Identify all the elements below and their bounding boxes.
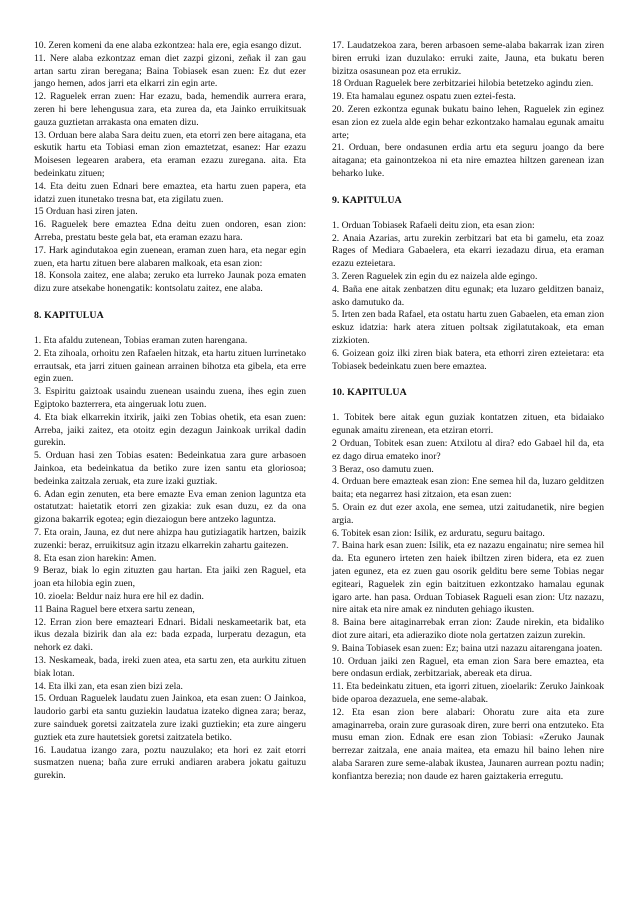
verse: 15 Orduan hasi ziren jaten. — [34, 206, 138, 218]
verse: 7. Baina hark esan zuen: Isilik, eta ez nazazu engainatu; nire semea hil da. Eta egunero irteten zen haiek ibiltzen ziren bidera, eta ez zuen jaten egunez, eta ez zuen gau osorik gelditu bere seme Tobias negar egiteari, Raguelek zin egin baitzituen ezkontzako hamalau egunak igaro arte. han pasa. Orduan Tobiasek Ragueli esan zion: Utz nazazu, nire aitak eta nire amak ez ninduten gehiago ikusten. — [332, 540, 604, 616]
verse: 3 Beraz, oso damutu zuen. — [332, 463, 434, 475]
verse: 21. Orduan, bere ondasunen erdia artu eta seguru joango da bere aitagana; eta gainontzekoa ni eta nire emaztea hiltzen garenean izan beharko luke. — [332, 142, 604, 179]
verse: 1. Orduan Tobiasek Rafaeli deitu zion, eta esan zion: — [332, 219, 535, 231]
verse: 18. Konsola zaitez, ene alaba; zeruko eta lurreko Jaunak poza ematen dizu zure atsekabe honengatik: kontsolatu zaitez, ene alaba. — [34, 270, 306, 295]
verse: 13. Orduan bere alaba Sara deitu zuen, eta etorri zen bere aitagana, eta eskutik hartu eta Tobiasi eman zion emaztetzat, esanez: Har ezazu Moisesen legearen arabera, eta eraman ezazu zuregana. aita. Eta bedeinkatu zituen; — [34, 129, 306, 179]
verse: 3. Zeren Raguelek zin egin du ez naizela alde egingo. — [332, 271, 538, 283]
verse: 4. Eta biak elkarrekin itxirik, jaiki zen Tobias ohetik, eta esan zuen: Arreba, jaiki zaitez, eta otoitz egin dezagun Jainkoak urrikal dadin gurekin. — [34, 411, 306, 449]
verse: 9 Beraz, biak lo egin zituzten gau hartan. Eta jaiki zen Raguel, eta joan eta hilobia egin zuen, — [34, 565, 306, 590]
verse: 20. Zeren ezkontza egunak bukatu baino lehen, Raguelek zin eginez esan zion ez zuela alde egin behar ezkontzako hamalau egunak amaitu arte; — [332, 103, 604, 141]
verse: 6. Goizean goiz ilki ziren biak batera, eta ethorri ziren ezteietara: eta Tobiasek bedeinkatu zuen bere emaztea. — [332, 347, 604, 372]
left-block-2 — [34, 335, 306, 783]
chapter-8-heading: 8. KAPITULUA — [34, 309, 104, 321]
verse: 7. Eta orain, Jauna, ez dut nere ahizpa hau gutiziagatik hartzen, baizik zuzenki: beraz, erruikitsuz agin itzazu elkarrekin zahartu gaitezen. — [34, 526, 306, 551]
right-block-1 — [332, 40, 604, 181]
verse: 4. Baña ene aitak zenbatzen ditu egunak; eta luzaro gelditzen banaiz, asko damutuko da. — [332, 283, 604, 308]
verse: 17. Hark agindutakoa egin zuenean, eraman zuen hara, eta negar egin zuen, eta hartu zituen bere alabaren malkoak, eta esan zion: — [34, 244, 306, 269]
right-block-2 — [332, 220, 604, 374]
verse: 5. Orain ez dut ezer axola, ene semea, utzi zaitudanetik, nire begien argia. — [332, 502, 604, 526]
verse: 2. Eta zihoala, orhoitu zen Rafaelen hitzak, eta hartu zituen lurrinetako errautsak, eta jarri zituen gainean arrainen bihotza eta gibela, eta erre egin zuen. — [34, 347, 306, 385]
verse: 6. Adan egin zenuten, eta bere emazte Eva eman zenion laguntza eta ostatutzat: haietatik etorri zen gizakia: zuk esan duzu, ez da ona gizona bakarrik egotea; egin diezaiogun bere antzeko laguntza. — [34, 488, 306, 526]
left-block-1 — [34, 40, 306, 296]
verse: 9. Baina Tobiasek esan zuen: Ez; baina utzi nazazu aitarengana joaten. — [332, 642, 603, 654]
verse: 12. Eta esan zion bere alabari: Ohoratu zure aita eta zure amaginarreba, orain zure gurasoak diren, zure berri ona entzuteko. Eta musu eman zion. Ednak ere esan zion Tobiasi: «Zeruko Jaunak berrezar zaitzala, ene anaia maitea, eta emazu hil baino lehen nire alaba Sararen zure seme-alabak ikustea, Jaunaren aurrean poztu nadin; konfiantza berezia; non daude ez haren gaiztakeria erregutu. — [332, 706, 604, 782]
verse: 5. Orduan hasi zen Tobias esaten: Bedeinkatua zara gure arbasoen Jainkoa, eta bedeinkatua da betiko zure izen santu eta gloriosoa; bedeinka zaitzala zeruak, eta zure izaki guztiak. — [34, 450, 306, 487]
left-column — [34, 40, 306, 902]
verse: 8. Eta esan zion harekin: Amen. — [34, 552, 157, 564]
verse: 12. Erran zion bere emazteari Ednari. Bidali neskameetarik bat, eta ikus dezala bizirik dan ala ez: bada ezpada, lurperatu dezagun, eta nehork ez daki. — [34, 616, 306, 654]
verse: 18 Orduan Raguelek bere zerbitzariei hilobia betetzeko agindu zien. — [332, 78, 594, 90]
verse: 10. Zeren komeni da ene alaba ezkontzea: hala ere, egia esango dizut. — [34, 40, 302, 51]
verse: 4. Orduan bere emazteak esan zion: Ene semea hil da, luzaro gelditzen baita; eta negarrez hasi zitzaion, eta esan zuen: — [332, 476, 604, 501]
verse: 19. Eta hamalau egunez ospatu zuen eztei-festa. — [332, 91, 516, 103]
verse: 12. Raguelek erran zuen: Har ezazu, bada, hemendik aurrera erara, zeren hi bere lehengusua zara, eta zurea da, eta Jainko erruikitsuak gauza guztietan arrakasta ona ematen dizu. — [34, 91, 306, 128]
verse: 14. Eta deitu zuen Ednari bere emaztea, eta hartu zuen papera, eta idatzi zuen itunetako tresna bat, eta zigilatu zuen. — [34, 180, 306, 205]
verse: 1. Tobitek bere aitak egun guziak kontatzen zituen, eta bidaiako egunak amaitu zirenean, eta etziran etorri. — [332, 412, 604, 437]
verse: 16. Laudatua izango zara, poztu nauzulako; eta hori ez zait etorri susmatzen nuena; baña zure erruki andiaren arabera jokatu gaituzu gurekin. — [34, 744, 306, 782]
verse: 15. Orduan Raguelek laudatu zuen Jainkoa, eta esan zuen: O Jainkoa, laudorio garbi eta santu guziekin laudatua izateko digneа zara; beraz, zure sainduek goretsi zaitzatela zure izaki guztiekin; eta zure aingeru guztiek eta zure hautetsiek goretsi zaitzatela betiko. — [34, 693, 306, 743]
verse: 16. Raguelek bere emaztea Edna deitu zuen ondoren, esan zion: Arreba, prestatu beste gela bat, eta eraman ezazu hara. — [34, 219, 306, 243]
chapter-9-heading: 9. KAPITULUA — [332, 194, 402, 206]
verse: 2. Anaia Azarias, artu zurekin zerbitzari bat eta bi gamelu, eta zoaz Rages of Mediara Gabaelera, eta ekarri iezadazu dirua, eta eraman ezazu ezteietara. — [332, 232, 604, 270]
verse: 1. Eta afaldu zutenean, Tobias eraman zuten harengana. — [34, 335, 248, 347]
chapter-10-heading: 10. KAPITULUA — [332, 387, 407, 399]
verse: 10. Orduan jaiki zen Raguel, eta eman zion Sara bere emaztea, eta bere ondasun erdiak, zerbitzariak, abereak eta dirua. — [332, 655, 604, 680]
verse: 11. Eta bedeinkatu zituen, eta igorri zituen, zioelarik: Zeruko Jainkoak bide oparoa dezazuela, ene seme-alabak. — [332, 681, 604, 706]
verse: 10. zioela: Beldur naiz hura ere hil ez dadin. — [34, 590, 204, 602]
verse: 5. Irten zen bada Rafael, eta ostatu hartu zuen Gabaelen, eta eman zion eskuz idatzia: hark atera zituen poltsak zigilatutakoak, eta eman zizkioten. — [332, 309, 604, 347]
verse: 2 Orduan, Tobitek esan zuen: Atxilotu al dira? edo Gabael hil da, eta ez dago dirua emateko inor? — [332, 438, 604, 462]
verse: 17. Laudatzekoa zara, beren arbasoen seme-alaba bakarrak izan ziren biren erruki izan duzulako: erruki zaite, Jauna, eta bukatu beren bizitza osasunean poz eta errukiz. — [332, 40, 604, 77]
verse: 11 Baina Raguel bere etxera sartu zenean, — [34, 603, 195, 615]
right-block-3 — [332, 412, 604, 783]
verse: 3. Espiritu gaiztoak usaindu zuenean usaindu zuena, ihes egin zuen Egiptoko bazterrera, eta aingeruak lotu zuen. — [34, 386, 306, 410]
verse: 8. Baina bere aitaginarrebak erran zion: Zaude nirekin, eta bidaliko diot zure aitari, eta adierazіko diote nola gertatzen zaizun zurekin. — [332, 617, 604, 642]
right-column — [332, 40, 604, 902]
verse: 13. Neskameak, bada, ireki zuen atea, eta sartu zen, eta aurkitu zituen biak lotan. — [34, 654, 306, 679]
verse: 14. Eta ilki zan, eta esan zien bizi zela. — [34, 680, 183, 692]
verse: 11. Nere alaba ezkontzaz eman diet zazpi gizoni, zeñak il zan gau artan sartu ziran beregana; Baina Tobiasek esan zuen: Ez dut ezer jango hemen, ados jarri eta elkarri zin egin arte. — [34, 52, 306, 90]
verse: 6. Tobitek esan zion: Isilik, ez arduratu, seguru baitago. — [332, 527, 545, 539]
